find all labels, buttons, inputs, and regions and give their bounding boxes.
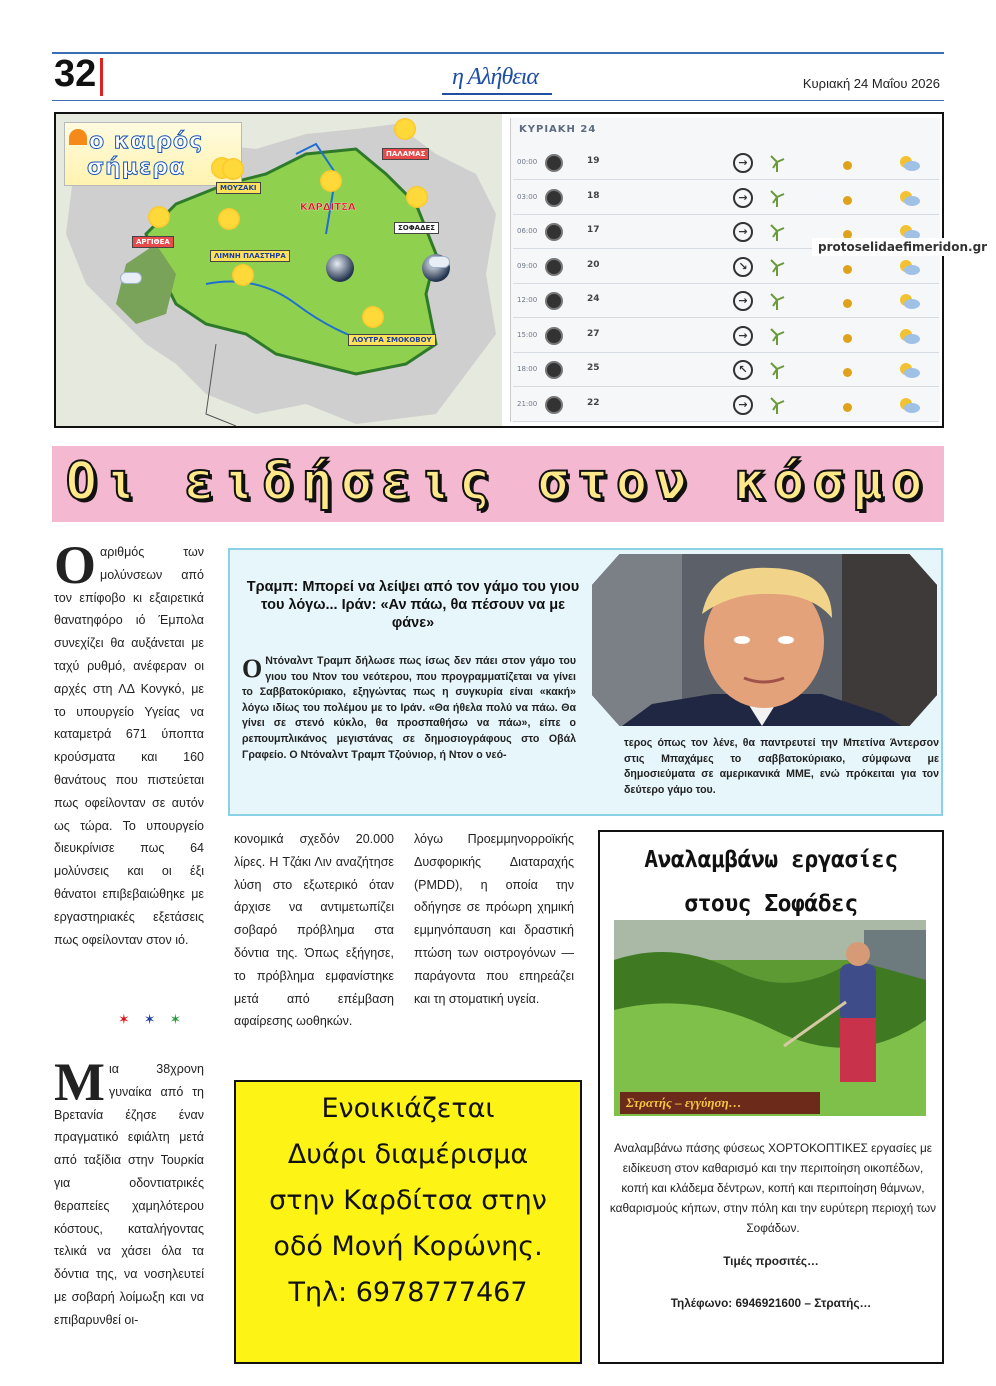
forecast-temp: 25 (587, 363, 600, 373)
cloud-icon (428, 256, 450, 268)
sun-icon (232, 264, 254, 286)
dental-text-col2: κονομικά σχεδόν 20.000 λίρες. Η Τζάκι Λιν αναζήτησε λύση στο εξωτερικό όταν άρχισε να αντιμετωπίζει σοβαρό πρόβλημα στα δόντια της. Όπως εξήγησε, το πρόβλημα εμφανίστηκε μετά από επέμβαση αφαίρεσης ωοθηκών. (234, 832, 394, 1029)
ebola-article (54, 535, 204, 951)
forecast-time: 09:00 (517, 261, 538, 270)
trump-text-part1 (242, 654, 576, 763)
windmill-icon (769, 223, 785, 241)
windmill-icon (769, 292, 785, 310)
rent-ad-line3: στην Καρδίτσα στην (269, 1185, 547, 1216)
forecast-time: 00:00 (517, 158, 538, 166)
trump-headline: Τραμπ: Μπορεί να λείψει από τον γάμο του γιου του λόγω... Ιράν: «Αν πάω, θα πέσουν να με φάνε» (246, 579, 580, 631)
page-number-bar (100, 58, 103, 96)
sun-icon (406, 186, 428, 208)
issue-date: Κυριακή 24 Μαΐου 2026 (802, 76, 940, 91)
weather-condition-icon (897, 154, 921, 172)
gardening-ad-text: Αναλαμβάνω πάσης φύσεως ΧΟΡΤΟΚΟΠΤΙΚΕΣ εργασίες με ειδίκευση στον καθαρισμό και την περιποίηση οικοπέδων, κοπή και κλάδεμα δέντρων, κοπή και περιποίηση θάμνων, καθαρισμούς κήπων, στην πόλη και την ευρύτερη περιοχή των Σοφάδων. (609, 1141, 937, 1235)
wind-direction-icon: ↖ (733, 360, 753, 380)
windmill-icon (769, 327, 785, 345)
rent-ad-line2: Δυάρι διαμέρισμα (287, 1139, 529, 1170)
sun-icon (148, 206, 170, 228)
forecast-row (513, 146, 939, 180)
trump-article-box (228, 548, 943, 816)
masthead: η Αλήθεια (452, 64, 538, 90)
section-banner (52, 446, 944, 522)
sun-icon (320, 170, 342, 192)
trump-text1: Ντόναλντ Τραμπ δήλωσε πως ίσως δεν πάει στον γάμο του γιου του Ντον του νεότερου, που προγραμματίζεται να γίνει το Σαββατοκύριακο, εξηγώντας πως η συγκυρία είναι «κακή» λόγω ιδίως του πολέμου με το Ιράν. «Θα ήθελα πολύ να πάω. Θα γίνει σε στενό κύκλο, θα προσπαθήσω να πάω», είπε ο ρεπουμπλικάνος μεγιστάνας σε δημοσιογράφους στο Οβάλ Γραφείο. Ο Ντόναλντ Τραμπ Τζούνιορ, ή Ντον ο νεό- (242, 655, 576, 761)
ebola-dropcap: Ο (54, 535, 97, 595)
forecast-temp: 27 (587, 328, 600, 339)
weather-map (56, 114, 502, 426)
moon-icon (545, 292, 563, 310)
dental-article-col1 (54, 1052, 204, 1332)
weather-condition-icon (897, 361, 921, 379)
header-bottom-rule (52, 100, 944, 101)
sun-icon (222, 158, 244, 180)
section-title: Οι ειδήσεις στον κόσμο (65, 452, 931, 512)
dental-article-col2 (234, 828, 394, 1033)
windmill-icon (769, 189, 785, 207)
weather-logo (64, 122, 242, 186)
forecast-temp: 20 (587, 259, 600, 270)
weather-panel (54, 112, 944, 428)
sun-icon (362, 306, 384, 328)
trump-photo (592, 554, 937, 726)
condition-dot (843, 299, 852, 308)
forecast-title: ΚΥΡΙΑΚΗ 24 (519, 124, 597, 135)
moon-icon (545, 258, 563, 276)
condition-dot (843, 403, 852, 412)
sun-icon (218, 208, 240, 230)
forecast-time: 03:00 (517, 192, 538, 201)
windmill-icon (769, 154, 785, 172)
dental-text-col1: ια 38χρονη γυναίκα από τη Βρετανία έζησε έναν πραγματικό εφιάλτη μετά από ταξίδια στην Τουρκία για οδοντιατρικές θεραπείες χαμηλότερου κόστους, καταλήγοντας τελικά να χάσει όλα τα δόντια της, να νοσηλευτεί με σοβαρή λοίμωξη και να επιβαρυνθεί οι- (54, 1062, 204, 1327)
gardening-ad-prices: Τιμές προσιτές… (723, 1254, 819, 1268)
forecast-temp: 24 (587, 294, 600, 304)
weather-condition-icon (897, 258, 921, 276)
moon-icon (545, 327, 563, 345)
watermark: protoselidaefimeridon.gr (812, 238, 993, 256)
condition-dot (843, 161, 852, 170)
weather-condition-icon (897, 327, 921, 345)
moon-icon (545, 154, 563, 172)
wind-direction-icon: → (733, 291, 753, 311)
trump-text-part2: τερος όπως τον λένε, θα παντρευτεί την Μπετίνα Άντερσον στις Μπαχάμες το σαββατοκύριακο, σύμφωνα με δημοσιεύματα σε αμερικανικά ΜΜΕ, ενώ πρόκειται για τον δεύτερο γάμο του. (624, 737, 939, 796)
condition-dot (843, 265, 852, 274)
trump-photo-graphic (592, 554, 937, 726)
moon-icon (545, 361, 563, 379)
forecast-time: 15:00 (517, 330, 538, 339)
forecast-time: 06:00 (517, 227, 538, 235)
weather-logo-line1: ο καιρός (89, 129, 203, 154)
umbrella-icon (69, 129, 87, 145)
city-label-sofades: ΣΟΦΑΔΕΣ (394, 222, 439, 234)
forecast-row (513, 284, 939, 318)
forecast-temp: 17 (587, 225, 600, 235)
city-label-karditsa: ΚΑΡΔΙΤΣΑ (300, 202, 356, 213)
masthead-underline (442, 93, 552, 95)
wind-direction-icon: → (733, 395, 753, 415)
weather-condition-icon (897, 396, 921, 414)
wind-direction-icon: → (733, 326, 753, 346)
windmill-icon (769, 258, 785, 276)
forecast-time: 21:00 (517, 399, 538, 408)
moon-icon (545, 189, 563, 207)
forecast-time: 12:00 (517, 296, 538, 304)
cloud-icon (120, 272, 142, 284)
photo-caption: Στρατής – εγγύηση… (620, 1092, 820, 1114)
separator-stars: ✶✶✶ (118, 1012, 196, 1028)
forecast-temp: 19 (587, 156, 600, 166)
wind-direction-icon: ↘ (733, 257, 753, 277)
condition-dot (843, 196, 852, 205)
weather-logo-line2: σήμερα (87, 155, 186, 180)
weather-forecast-table (510, 118, 940, 422)
condition-dot (843, 334, 852, 343)
gardener-photo-graphic (614, 920, 926, 1116)
gardening-ad-headline-line1: Αναλαμβάνω εργασίες (644, 847, 898, 873)
forecast-row (513, 181, 939, 215)
wind-direction-icon: → (733, 188, 753, 208)
forecast-temp: 22 (587, 397, 600, 408)
forecast-time: 18:00 (517, 365, 538, 373)
moon-icon (326, 254, 354, 282)
city-label-smokovo: ΛΟΥΤΡΑ ΣΜΟΚΟΒΟΥ (348, 334, 436, 346)
gardening-ad-headline-line2: στους Σοφάδες (684, 891, 858, 917)
gardening-ad-phone: Τηλέφωνο: 6946921600 – Στρατής… (670, 1296, 872, 1310)
rent-ad-phone: Τηλ: 6978777467 (288, 1277, 528, 1308)
dental-text-col3: λόγω Προεμμηνορροϊκής Δυσφορικής Διαταραχής (PMDD), η οποία την οδήγησε σε πρόωρη χημική εμμηνόπαυση και δραστική πτώση των οιστρογόνων — παράγοντα που επηρεάζει και τη στοματική υγεία. (414, 832, 574, 1006)
ebola-text: αριθμός των μολύνσεων από τον επίφοβο κι εξαιρετικά θανατηφόρο ιό Έμπολα συνεχίζει θα αυξάνεται με ταχύ ρυθμό, ανέφεραν οι αρχές στη ΛΔ Κονγκό, με το υπουργείο Υγείας να καταμετρά 671 ύποπτα κρούσματα και 160 θανάτους που πιστεύεται πως οφείλονταν σε αυτόν ως τώρα. Το υπουργείο διευκρίνισε πως 64 μολύνσεις και οι έξι θάνατοι επιβεβαιώθηκε με εργαστηριακές εξετάσεις πως οφείλονταν στον ιό. (54, 545, 204, 947)
condition-dot (843, 368, 852, 377)
weather-condition-icon (897, 189, 921, 207)
header-top-rule (52, 52, 944, 54)
dental-dropcap: Μ (54, 1052, 105, 1112)
moon-icon (545, 223, 563, 241)
rent-ad-line4: οδό Μονή Κορώνης. (273, 1231, 543, 1262)
trump-dropcap: Ο (242, 654, 263, 683)
forecast-row (513, 388, 939, 422)
moon-icon (545, 396, 563, 414)
weather-condition-icon (897, 292, 921, 310)
rent-ad (234, 1080, 582, 1364)
windmill-icon (769, 361, 785, 379)
dental-article-col3 (414, 828, 574, 1010)
forecast-row (513, 353, 939, 387)
forecast-temp: 18 (587, 190, 600, 201)
gardener-photo (614, 920, 926, 1116)
rent-ad-line1: Ενοικιάζεται (321, 1093, 495, 1124)
wind-direction-icon: → (733, 222, 753, 242)
forecast-row (513, 319, 939, 353)
city-label-plastira: ΛΙΜΝΗ ΠΛΑΣΤΗΡΑ (210, 250, 290, 262)
page-number: 32 (54, 53, 97, 95)
city-label-palamas: ΠΑΛΑΜΑΣ (382, 148, 429, 160)
city-label-mouzaki: ΜΟΥΖΑΚΙ (216, 182, 261, 194)
city-label-argithea: ΑΡΓΙΘΕΑ (132, 236, 174, 248)
windmill-icon (769, 396, 785, 414)
gardening-ad (598, 830, 944, 1364)
gardening-ad-headline (600, 838, 942, 926)
sun-icon (394, 118, 416, 140)
wind-direction-icon: → (733, 153, 753, 173)
